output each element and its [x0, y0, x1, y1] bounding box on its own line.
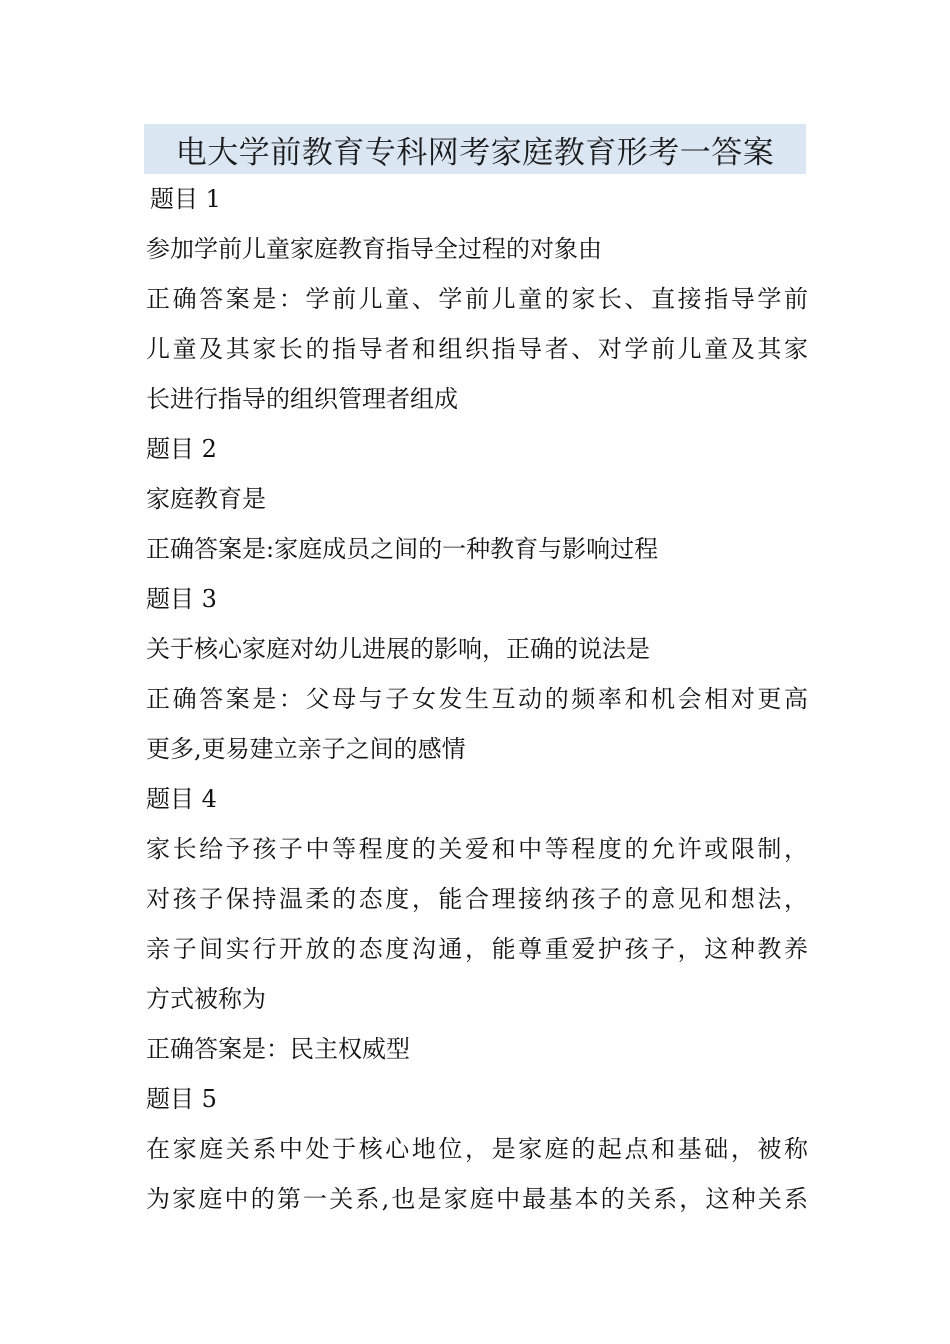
document-body — [146, 174, 808, 1224]
question-text: 亲子间实行开放的态度沟通，能尊重爱护孩子，这种教养 — [146, 935, 808, 963]
question-text: 方式被称为 — [146, 985, 266, 1013]
question-text: 在家庭关系中处于核心地位，是家庭的起点和基础，被称 — [146, 1135, 808, 1163]
question-text: 参加学前儿童家庭教育指导全过程的对象由 — [146, 235, 602, 263]
question-label: 题目 4 — [146, 785, 217, 813]
question-text: 关于核心家庭对幼儿进展的影响，正确的说法是 — [146, 635, 650, 663]
question-label: 题目 5 — [146, 1085, 217, 1113]
question-label: 题目 3 — [146, 585, 217, 613]
answer-text: 长进行指导的组织管理者组成 — [146, 385, 458, 413]
question-label: 题目 1 — [150, 185, 221, 213]
document-title: 电大学前教育专科网考家庭教育形考一答案 — [175, 134, 775, 171]
question-text: 为家庭中的第一关系,也是家庭中最基本的关系，这种关系 — [146, 1185, 808, 1213]
answer-text: 正确答案是:家庭成员之间的一种教育与影响过程 — [146, 535, 659, 563]
answer-text: 更多,更易建立亲子之间的感情 — [146, 735, 466, 763]
question-text: 家长给予孩子中等程度的关爱和中等程度的允许或限制， — [146, 835, 808, 863]
answer-text: 正确答案是：民主权威型 — [146, 1035, 410, 1063]
question-label: 题目 2 — [146, 435, 217, 463]
question-text: 家庭教育是 — [146, 485, 266, 513]
question-text: 对孩子保持温柔的态度，能合理接纳孩子的意见和想法， — [146, 885, 808, 913]
answer-text: 正确答案是：父母与子女发生互动的频率和机会相对更高 — [146, 685, 808, 713]
answer-text: 正确答案是：学前儿童、学前儿童的家长、直接指导学前 — [146, 285, 808, 313]
title-banner — [144, 124, 806, 174]
answer-text: 儿童及其家长的指导者和组织指导者、对学前儿童及其家 — [146, 335, 808, 363]
